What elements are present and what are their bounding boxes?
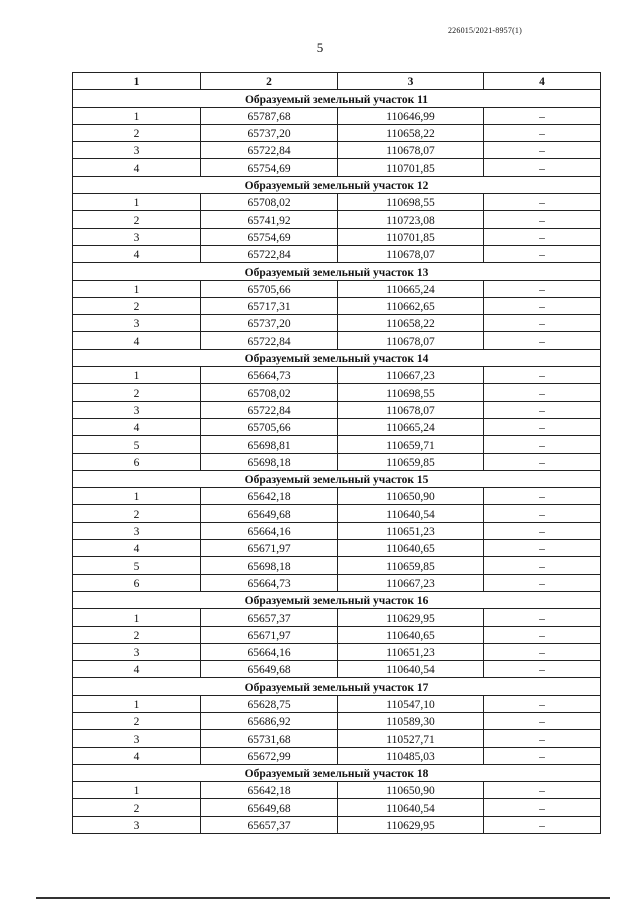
- point-number-cell: 4: [73, 661, 201, 678]
- coordinate-y-cell: 110547,10: [338, 695, 484, 712]
- coordinate-y-cell: 110650,90: [338, 488, 484, 505]
- table-row: [73, 730, 601, 747]
- table-row: [73, 574, 601, 591]
- coordinate-y-cell: 110640,65: [338, 540, 484, 557]
- point-number-cell: 4: [73, 332, 201, 349]
- coordinate-y-cell: 110640,54: [338, 505, 484, 522]
- table-row: [73, 245, 601, 262]
- document-reference-number: 226015/2021-8957(1): [447, 26, 522, 35]
- coordinate-x-cell: 65698,18: [201, 453, 338, 470]
- header-cell: 1: [73, 73, 201, 90]
- header-cell: 2: [201, 73, 338, 90]
- table-row: [73, 488, 601, 505]
- note-cell: –: [484, 280, 601, 297]
- table-row: [73, 712, 601, 729]
- point-number-cell: 3: [73, 522, 201, 539]
- coordinate-y-cell: 110659,85: [338, 453, 484, 470]
- point-number-cell: 2: [73, 505, 201, 522]
- point-number-cell: 3: [73, 816, 201, 833]
- coordinate-y-cell: 110698,55: [338, 384, 484, 401]
- note-cell: –: [484, 142, 601, 159]
- point-number-cell: 3: [73, 228, 201, 245]
- coordinate-x-cell: 65722,84: [201, 142, 338, 159]
- page-bottom-rule: [36, 897, 610, 899]
- table-row: [73, 436, 601, 453]
- table-row: [73, 211, 601, 228]
- coordinate-x-cell: 65737,20: [201, 315, 338, 332]
- point-number-cell: 5: [73, 557, 201, 574]
- coordinate-y-cell: 110640,54: [338, 661, 484, 678]
- coordinate-x-cell: 65731,68: [201, 730, 338, 747]
- point-number-cell: 1: [73, 488, 201, 505]
- coordinate-y-cell: 110589,30: [338, 712, 484, 729]
- coordinate-x-cell: 65698,18: [201, 557, 338, 574]
- coordinate-x-cell: 65705,66: [201, 418, 338, 435]
- note-cell: –: [484, 712, 601, 729]
- point-number-cell: 2: [73, 124, 201, 141]
- note-cell: –: [484, 194, 601, 211]
- point-number-cell: 2: [73, 799, 201, 816]
- note-cell: –: [484, 730, 601, 747]
- table-row: [73, 609, 601, 626]
- coordinate-x-cell: 65664,73: [201, 367, 338, 384]
- note-cell: –: [484, 315, 601, 332]
- coordinate-y-cell: 110678,07: [338, 332, 484, 349]
- section-title: Образуемый земельный участок 14: [73, 349, 601, 366]
- page-number: 5: [316, 40, 324, 55]
- point-number-cell: 2: [73, 211, 201, 228]
- coordinate-x-cell: 65664,73: [201, 574, 338, 591]
- note-cell: –: [484, 557, 601, 574]
- point-number-cell: 4: [73, 747, 201, 764]
- coordinate-y-cell: 110678,07: [338, 142, 484, 159]
- note-cell: –: [484, 107, 601, 124]
- table-row: [73, 297, 601, 314]
- coordinate-x-cell: 65657,37: [201, 609, 338, 626]
- table-row: [73, 643, 601, 660]
- note-cell: –: [484, 332, 601, 349]
- coordinate-x-cell: 65722,84: [201, 245, 338, 262]
- table-header-row: [73, 73, 601, 90]
- section-title: Образуемый земельный участок 16: [73, 591, 601, 608]
- table-row: [73, 332, 601, 349]
- table-row: [73, 505, 601, 522]
- coordinate-x-cell: 65705,66: [201, 280, 338, 297]
- coordinate-y-cell: 110665,24: [338, 418, 484, 435]
- section-title-row: [73, 764, 601, 781]
- table-row: [73, 695, 601, 712]
- coordinate-x-cell: 65628,75: [201, 695, 338, 712]
- point-number-cell: 6: [73, 574, 201, 591]
- section-title-row: [73, 470, 601, 487]
- header-cell: 3: [338, 73, 484, 90]
- point-number-cell: 4: [73, 159, 201, 176]
- coordinate-y-cell: 110678,07: [338, 401, 484, 418]
- coordinate-x-cell: 65672,99: [201, 747, 338, 764]
- coordinate-x-cell: 65741,92: [201, 211, 338, 228]
- point-number-cell: 3: [73, 401, 201, 418]
- coordinate-x-cell: 65671,97: [201, 626, 338, 643]
- point-number-cell: 1: [73, 609, 201, 626]
- table-row: [73, 816, 601, 833]
- point-number-cell: 1: [73, 782, 201, 799]
- coordinate-x-cell: 65698,81: [201, 436, 338, 453]
- note-cell: –: [484, 626, 601, 643]
- point-number-cell: 3: [73, 730, 201, 747]
- coordinate-y-cell: 110658,22: [338, 315, 484, 332]
- coordinate-x-cell: 65649,68: [201, 799, 338, 816]
- coordinate-y-cell: 110723,08: [338, 211, 484, 228]
- note-cell: –: [484, 124, 601, 141]
- point-number-cell: 1: [73, 367, 201, 384]
- point-number-cell: 6: [73, 453, 201, 470]
- note-cell: –: [484, 245, 601, 262]
- section-title-row: [73, 263, 601, 280]
- coordinate-y-cell: 110701,85: [338, 159, 484, 176]
- coordinate-x-cell: 65642,18: [201, 488, 338, 505]
- point-number-cell: 2: [73, 712, 201, 729]
- section-title: Образуемый земельный участок 18: [73, 764, 601, 781]
- coordinate-x-cell: 65671,97: [201, 540, 338, 557]
- point-number-cell: 5: [73, 436, 201, 453]
- coordinate-x-cell: 65708,02: [201, 384, 338, 401]
- point-number-cell: 2: [73, 384, 201, 401]
- coordinate-y-cell: 110651,23: [338, 522, 484, 539]
- table-row: [73, 384, 601, 401]
- coordinate-y-cell: 110698,55: [338, 194, 484, 211]
- note-cell: –: [484, 540, 601, 557]
- note-cell: –: [484, 505, 601, 522]
- note-cell: –: [484, 661, 601, 678]
- section-title-row: [73, 176, 601, 193]
- coordinate-x-cell: 65664,16: [201, 522, 338, 539]
- point-number-cell: 1: [73, 107, 201, 124]
- table-row: [73, 280, 601, 297]
- point-number-cell: 3: [73, 142, 201, 159]
- coordinate-x-cell: 65649,68: [201, 661, 338, 678]
- note-cell: –: [484, 367, 601, 384]
- table-row: [73, 124, 601, 141]
- coordinate-y-cell: 110667,23: [338, 574, 484, 591]
- note-cell: –: [484, 401, 601, 418]
- coordinate-y-cell: 110651,23: [338, 643, 484, 660]
- coordinate-y-cell: 110701,85: [338, 228, 484, 245]
- coordinate-x-cell: 65787,68: [201, 107, 338, 124]
- table-row: [73, 453, 601, 470]
- note-cell: –: [484, 747, 601, 764]
- coordinate-y-cell: 110629,95: [338, 609, 484, 626]
- coordinate-y-cell: 110658,22: [338, 124, 484, 141]
- section-title: Образуемый земельный участок 17: [73, 678, 601, 695]
- note-cell: –: [484, 228, 601, 245]
- point-number-cell: 4: [73, 245, 201, 262]
- point-number-cell: 4: [73, 418, 201, 435]
- point-number-cell: 3: [73, 315, 201, 332]
- coordinate-y-cell: 110667,23: [338, 367, 484, 384]
- point-number-cell: 1: [73, 194, 201, 211]
- coordinate-y-cell: 110527,71: [338, 730, 484, 747]
- coordinate-y-cell: 110629,95: [338, 816, 484, 833]
- note-cell: –: [484, 782, 601, 799]
- note-cell: –: [484, 799, 601, 816]
- section-title-row: [73, 591, 601, 608]
- point-number-cell: 1: [73, 280, 201, 297]
- note-cell: –: [484, 609, 601, 626]
- table-row: [73, 315, 601, 332]
- coordinate-x-cell: 65754,69: [201, 228, 338, 245]
- note-cell: –: [484, 453, 601, 470]
- coordinate-x-cell: 65717,31: [201, 297, 338, 314]
- point-number-cell: 4: [73, 540, 201, 557]
- coordinate-y-cell: 110678,07: [338, 245, 484, 262]
- coordinate-y-cell: 110662,65: [338, 297, 484, 314]
- table-row: [73, 799, 601, 816]
- coordinates-table: [72, 72, 601, 834]
- section-title: Образуемый земельный участок 11: [73, 90, 601, 107]
- coordinate-y-cell: 110650,90: [338, 782, 484, 799]
- table-row: [73, 522, 601, 539]
- section-title-row: [73, 678, 601, 695]
- coordinate-x-cell: 65708,02: [201, 194, 338, 211]
- coordinate-x-cell: 65722,84: [201, 332, 338, 349]
- section-title-row: [73, 349, 601, 366]
- note-cell: –: [484, 695, 601, 712]
- coordinate-x-cell: 65642,18: [201, 782, 338, 799]
- note-cell: –: [484, 488, 601, 505]
- note-cell: –: [484, 816, 601, 833]
- table-row: [73, 540, 601, 557]
- note-cell: –: [484, 418, 601, 435]
- note-cell: –: [484, 574, 601, 591]
- coordinate-y-cell: 110640,65: [338, 626, 484, 643]
- note-cell: –: [484, 159, 601, 176]
- table-row: [73, 747, 601, 764]
- coordinate-y-cell: 110659,85: [338, 557, 484, 574]
- coordinate-y-cell: 110485,03: [338, 747, 484, 764]
- coordinate-y-cell: 110659,71: [338, 436, 484, 453]
- coordinates-table-body: [73, 73, 601, 834]
- table-row: [73, 228, 601, 245]
- table-row: [73, 782, 601, 799]
- coordinate-x-cell: 65754,69: [201, 159, 338, 176]
- coordinate-y-cell: 110640,54: [338, 799, 484, 816]
- coordinate-x-cell: 65657,37: [201, 816, 338, 833]
- section-title-row: [73, 90, 601, 107]
- table-row: [73, 418, 601, 435]
- point-number-cell: 2: [73, 626, 201, 643]
- coordinate-x-cell: 65722,84: [201, 401, 338, 418]
- coordinate-x-cell: 65686,92: [201, 712, 338, 729]
- coordinate-x-cell: 65649,68: [201, 505, 338, 522]
- table-row: [73, 661, 601, 678]
- table-row: [73, 194, 601, 211]
- header-cell: 4: [484, 73, 601, 90]
- table-row: [73, 142, 601, 159]
- note-cell: –: [484, 211, 601, 228]
- point-number-cell: 1: [73, 695, 201, 712]
- coordinate-x-cell: 65737,20: [201, 124, 338, 141]
- point-number-cell: 3: [73, 643, 201, 660]
- note-cell: –: [484, 384, 601, 401]
- note-cell: –: [484, 297, 601, 314]
- point-number-cell: 2: [73, 297, 201, 314]
- section-title: Образуемый земельный участок 13: [73, 263, 601, 280]
- coordinate-x-cell: 65664,16: [201, 643, 338, 660]
- section-title: Образуемый земельный участок 12: [73, 176, 601, 193]
- table-row: [73, 107, 601, 124]
- table-row: [73, 367, 601, 384]
- note-cell: –: [484, 643, 601, 660]
- table-row: [73, 159, 601, 176]
- note-cell: –: [484, 436, 601, 453]
- note-cell: –: [484, 522, 601, 539]
- table-row: [73, 626, 601, 643]
- table-row: [73, 401, 601, 418]
- table-row: [73, 557, 601, 574]
- coordinate-y-cell: 110665,24: [338, 280, 484, 297]
- coordinate-y-cell: 110646,99: [338, 107, 484, 124]
- section-title: Образуемый земельный участок 15: [73, 470, 601, 487]
